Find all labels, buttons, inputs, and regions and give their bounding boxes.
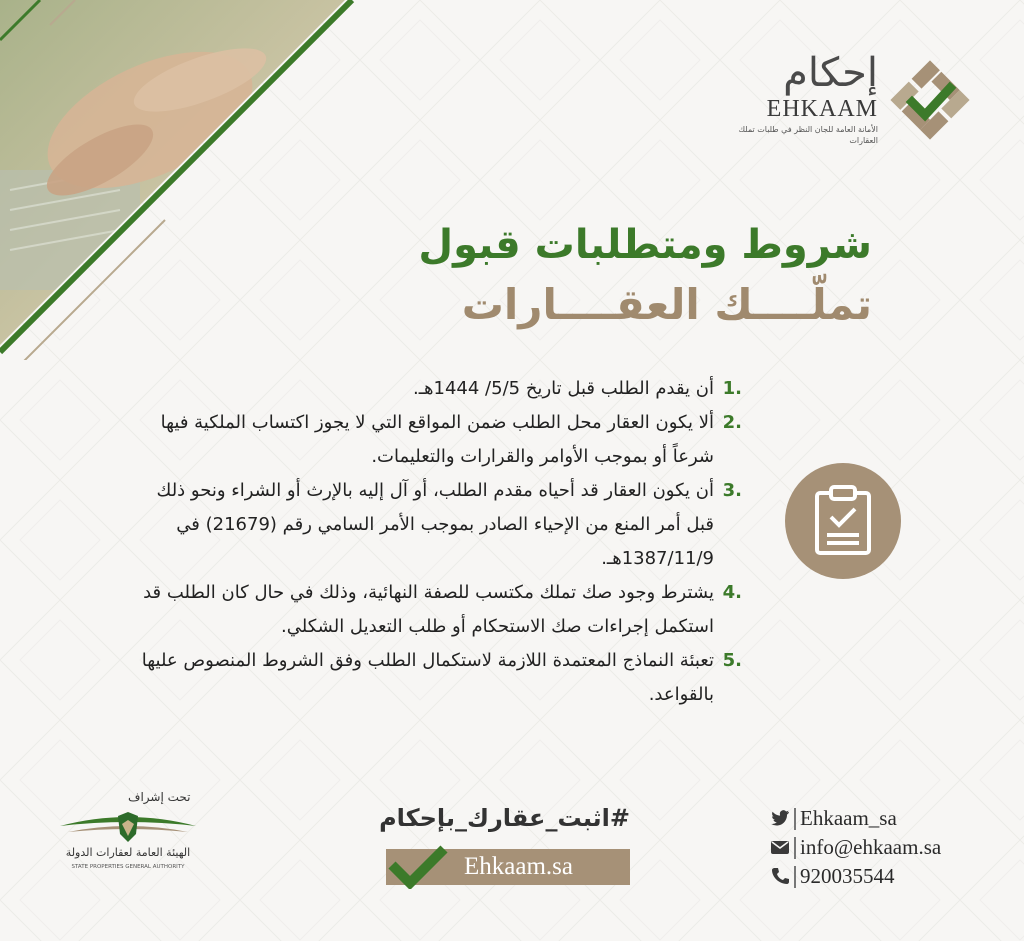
separator	[794, 808, 796, 830]
page-title-line-2: تملّــــك العقــــارات	[461, 280, 872, 329]
authority-name-english: STATE PROPERTIES GENERAL AUTHORITY	[71, 864, 185, 870]
clipboard-check-icon	[813, 485, 873, 557]
website-banner[interactable]	[386, 849, 630, 885]
item-text: يشترط وجود صك تملك مكتسب للصفة النهائية، وذلك في حال كان الطلب قد استكمل إجراءات صك الاستحكام أو طلب التعديل الشكلي.	[143, 582, 714, 637]
keyboard-photo	[0, 0, 360, 360]
authority-name-arabic: الهيئة العامة لعقارات الدولة	[65, 846, 191, 859]
email-address[interactable]: info@ehkaam.sa	[800, 835, 942, 859]
phone-icon	[770, 866, 790, 886]
brand-name-english: EHKAAM	[766, 96, 878, 122]
item-number: .5	[722, 650, 742, 671]
item-number: .3	[722, 480, 742, 501]
list-item	[132, 576, 742, 644]
twitter-icon	[770, 808, 790, 828]
email-contact[interactable]	[766, 835, 986, 861]
ehkaam-logo-icon	[882, 52, 978, 148]
conditions-list	[132, 372, 742, 712]
item-number: .2	[722, 412, 742, 433]
campaign-hashtag: #اثبت_عقارك_بإحكام	[379, 804, 630, 832]
item-number: .1	[722, 378, 742, 399]
brand-logo	[738, 52, 978, 152]
brand-name-arabic: إحكام	[783, 50, 878, 96]
authority-emblem-icon	[58, 812, 198, 846]
clipboard-badge	[785, 463, 901, 579]
email-icon	[770, 837, 790, 857]
list-item	[132, 474, 742, 576]
phone-number[interactable]: 920035544	[800, 864, 895, 888]
website-link[interactable]: Ehkaam.sa	[464, 853, 573, 880]
supervision-label: تحت إشراف	[128, 790, 191, 804]
separator	[794, 866, 796, 888]
list-item	[132, 372, 742, 406]
supervising-authority	[40, 790, 210, 890]
item-number: .4	[722, 582, 742, 603]
separator	[794, 837, 796, 859]
page-title-line-1: شروط ومتطلبات قبول	[418, 222, 872, 268]
phone-contact[interactable]	[766, 864, 986, 890]
list-item	[132, 644, 742, 712]
item-text: ألا يكون العقار محل الطلب ضمن المواقع التي لا يجوز اكتساب الملكية فيها شرعاً أو بموجب الأوامر والقرارات والتعليمات.	[160, 412, 714, 467]
checkmark-icon	[386, 843, 456, 889]
list-item	[132, 406, 742, 474]
twitter-handle[interactable]: Ehkaam_sa	[800, 806, 897, 830]
twitter-contact[interactable]	[766, 806, 986, 832]
item-text: تعبئة النماذج المعتمدة اللازمة لاستكمال الطلب وفق الشروط المنصوص عليها بالقواعد.	[141, 650, 714, 705]
brand-subtitle: الأمانة العامة للجان النظر في طلبات تملك العقارات	[738, 125, 878, 145]
item-text: أن يكون العقار قد أحياه مقدم الطلب، أو آل إليه بالإرث أو الشراء ونحو ذلك قبل أمر المنع من الإحياء الصادر بموجب الأمر السامي رقم (21679) في 1387/11/9هـ.	[156, 480, 714, 569]
item-text: أن يقدم الطلب قبل تاريخ 5/5/ 1444هـ.	[413, 378, 714, 399]
